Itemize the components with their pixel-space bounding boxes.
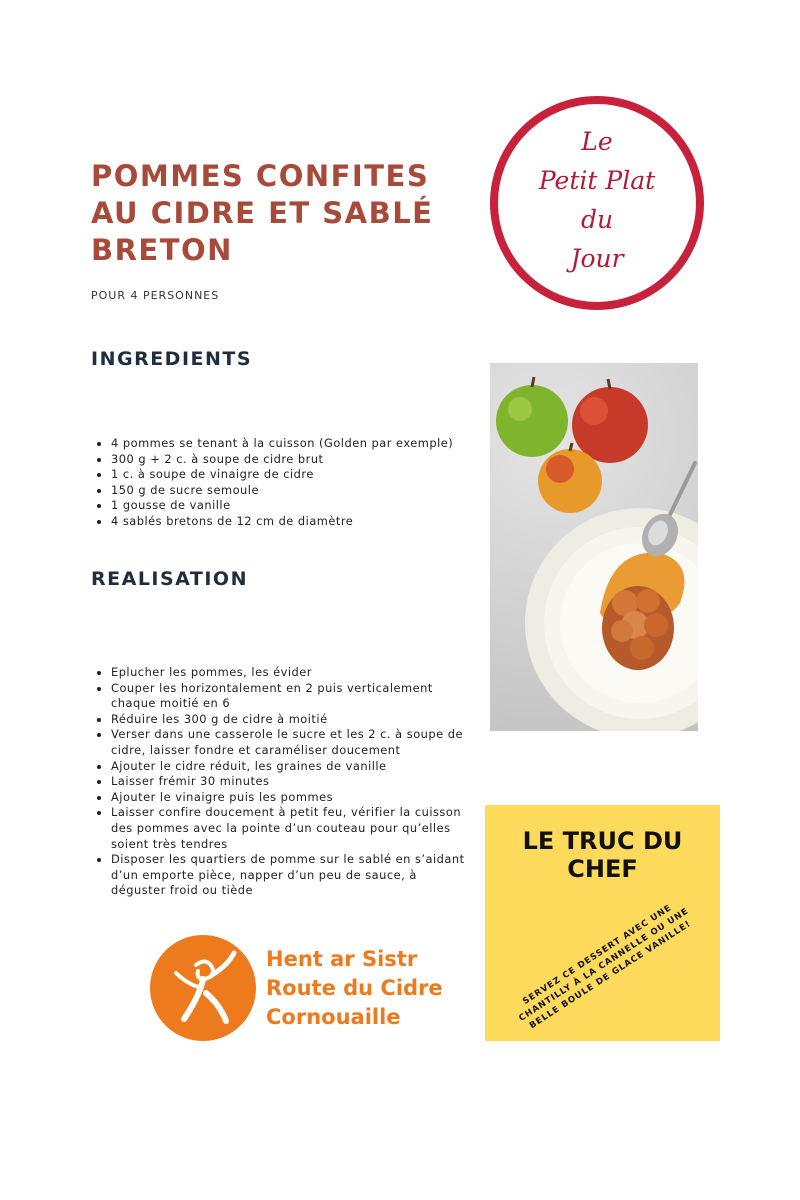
badge-text [498,122,696,278]
spiral-figure-icon [150,935,256,1041]
realisation-step: • Ajouter le vinaigre puis les pommes [111,790,466,806]
recipe-title: POMMES CONFITES AU CIDRE ET SABLÉ BRETON [91,159,434,267]
ingredient-item: • 4 pommes se tenant à la cuisson (Golden par exemple) [111,436,491,452]
chef-tip-title-line: CHEF [567,855,638,883]
petit-plat-du-jour-badge [490,96,704,310]
realisation-step: • Laisser frémir 30 minutes [111,774,466,790]
route-du-cidre-logo [150,935,470,1045]
ingredient-item: • 300 g + 2 c. à soupe de cidre brut [111,452,491,468]
ingredients-heading: INGREDIENTS [91,348,253,370]
realisation-step: • Eplucher les pommes, les évider [111,665,466,681]
realisation-list [93,665,466,899]
realisation-step: • Réduire les 300 g de cidre à moitié [111,712,466,728]
logo-text [266,945,443,1032]
chef-tip-title-line: LE TRUC DU [522,827,683,855]
ingredient-item: • 1 c. à soupe de vinaigre de cidre [111,467,491,483]
ingredient-item: • 1 gousse de vanille [111,498,491,514]
realisation-step: • Couper les horizontalement en 2 puis verticalement chaque moitié en 6 [111,681,466,712]
realisation-step: • Verser dans une casserole le sucre et les 2 c. à soupe de cidre, laisser fondre et caraméliser doucement [111,727,466,758]
ingredient-item: • 4 sablés bretons de 12 cm de diamètre [111,514,491,530]
dessert-photo [490,363,698,731]
chef-tip-title [485,827,720,883]
badge-line: Jour [570,244,624,273]
chef-tip-text: SERVEZ CE DESSERT AVEC UNE CHANTILLY À LA CANNELLE OU UNE BELLE BOULE DE GLACE VANILLE! [517,902,694,1032]
badge-line: du [580,205,614,234]
realisation-step: • Disposer les quartiers de pomme sur le sablé en s’aidant d’un emporte pièce, napper d’un peu de sauce, à déguster froid ou tiède [111,852,466,899]
servings-label: POUR 4 PERSONNES [91,289,220,302]
ingredients-list [93,436,491,530]
chef-tip-box [485,805,720,1041]
logo-line: Hent ar Sistr [266,947,418,971]
dessert-photo-icon [490,363,698,731]
badge-line: Le [581,127,613,156]
logo-line: Cornouaille [266,1005,401,1029]
badge-line: Petit Plat [538,166,656,195]
realisation-step: • Ajouter le cidre réduit, les graines de vanille [111,759,466,775]
realisation-step: • Laisser confire doucement à petit feu, vérifier la cuisson des pommes avec la pointe d’un couteau pour qu’elles soient très tendres [111,805,466,852]
realisation-heading: REALISATION [91,568,248,590]
ingredient-item: • 150 g de sucre semoule [111,483,491,499]
logo-line: Route du Cidre [266,976,443,1000]
